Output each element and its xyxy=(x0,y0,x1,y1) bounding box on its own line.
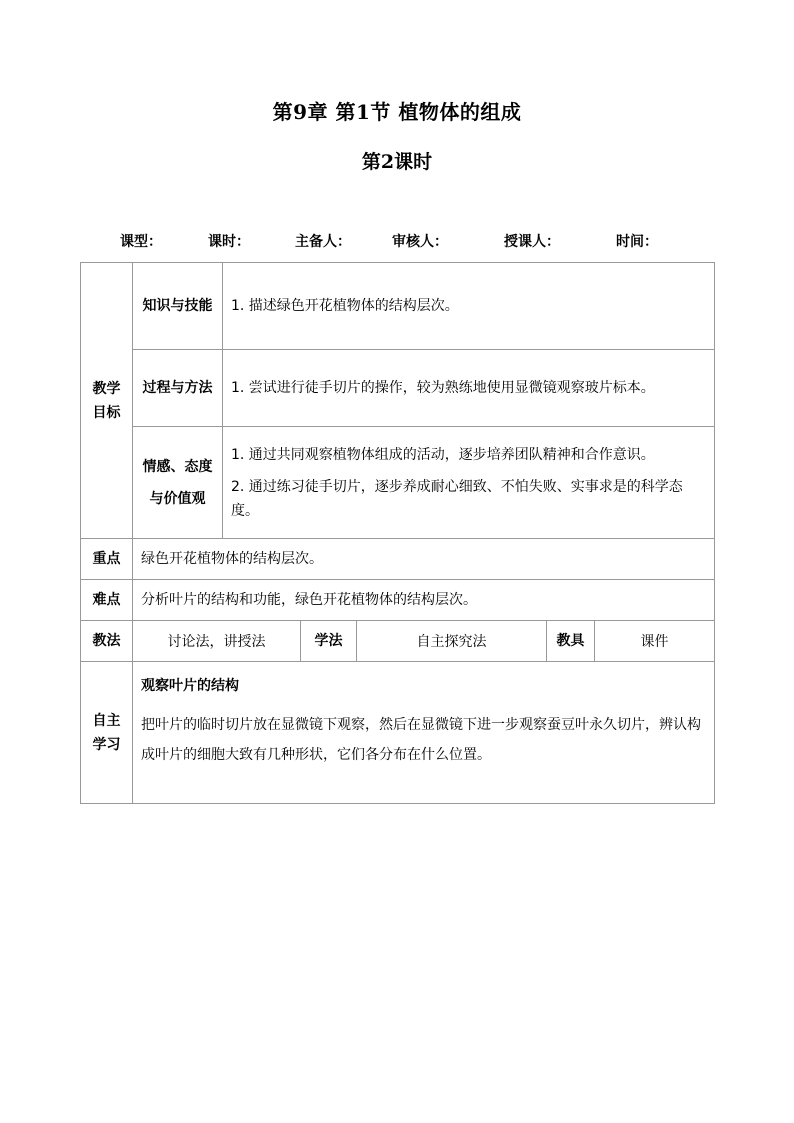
key-point-text: 绿色开花植物体的结构层次。 xyxy=(133,539,715,580)
lesson-subtitle: 第2课时 xyxy=(361,151,433,173)
goal-row-knowledge xyxy=(81,263,715,350)
preparer-label: 主备人： xyxy=(295,234,351,250)
goal-category-attitude: 情感、态度与价值观 xyxy=(133,427,223,539)
self-study-body: 把叶片的临时切片放在显微镜下观察，然后在显微镜下进一步观察蚕豆叶永久切片，辨认构成叶片的细胞大致有几种形状，它们各分布在什么位置。 xyxy=(141,717,701,763)
key-point-row xyxy=(81,539,715,580)
goal-category-knowledge: 知识与技能 xyxy=(133,263,223,350)
goal-point: 1. 描述绿色开花植物体的结构层次。 xyxy=(231,298,459,314)
goal-row-process xyxy=(81,350,715,427)
goal-point: 1. 尝试进行徒手切片的操作，较为熟练地使用显微镜观察玻片标本。 xyxy=(231,380,655,396)
lesson-title: 第9章 第1节 植物体的组成 xyxy=(272,100,522,124)
goal-text-attitude xyxy=(223,427,715,539)
self-study-content xyxy=(133,662,715,804)
reviewer-label: 审核人： xyxy=(392,234,448,250)
class-period-label: 课时： xyxy=(208,234,250,250)
key-point-label: 重点 xyxy=(81,539,133,580)
teaching-method-label: 教法 xyxy=(81,621,133,662)
self-study-heading: 观察叶片的结构 xyxy=(141,678,239,694)
difficulty-text: 分析叶片的结构和功能，绿色开花植物体的结构层次。 xyxy=(133,580,715,621)
goal-point: 1. 通过共同观察植物体组成的活动，逐步培养团队精神和合作意识。 xyxy=(231,446,655,463)
lesson-plan-table xyxy=(80,262,715,804)
teaching-tools-label: 教具 xyxy=(547,621,595,662)
difficulty-label: 难点 xyxy=(81,580,133,621)
goal-text-process xyxy=(223,350,715,427)
learning-method-value: 自主探究法 xyxy=(357,621,547,662)
self-study-row xyxy=(81,662,715,804)
learning-method-label: 学法 xyxy=(301,621,357,662)
self-study-label: 自主学习 xyxy=(81,662,133,804)
goal-text-knowledge xyxy=(223,263,715,350)
teaching-tools-value: 课件 xyxy=(595,621,715,662)
difficulty-row xyxy=(81,580,715,621)
teaching-goals-label: 教学目标 xyxy=(81,263,133,539)
goal-row-attitude xyxy=(81,427,715,539)
lesson-type-label: 课型： xyxy=(120,234,162,250)
teacher-label: 授课人： xyxy=(504,234,560,250)
methods-row xyxy=(81,621,715,662)
teaching-method-value: 讨论法，讲授法 xyxy=(133,621,301,662)
time-label: 时间： xyxy=(616,234,658,250)
goal-category-process: 过程与方法 xyxy=(133,350,223,427)
goal-point: 2. 通过练习徒手切片，逐步养成耐心细致、不怕失败、实事求是的科学态度。 xyxy=(231,478,683,519)
